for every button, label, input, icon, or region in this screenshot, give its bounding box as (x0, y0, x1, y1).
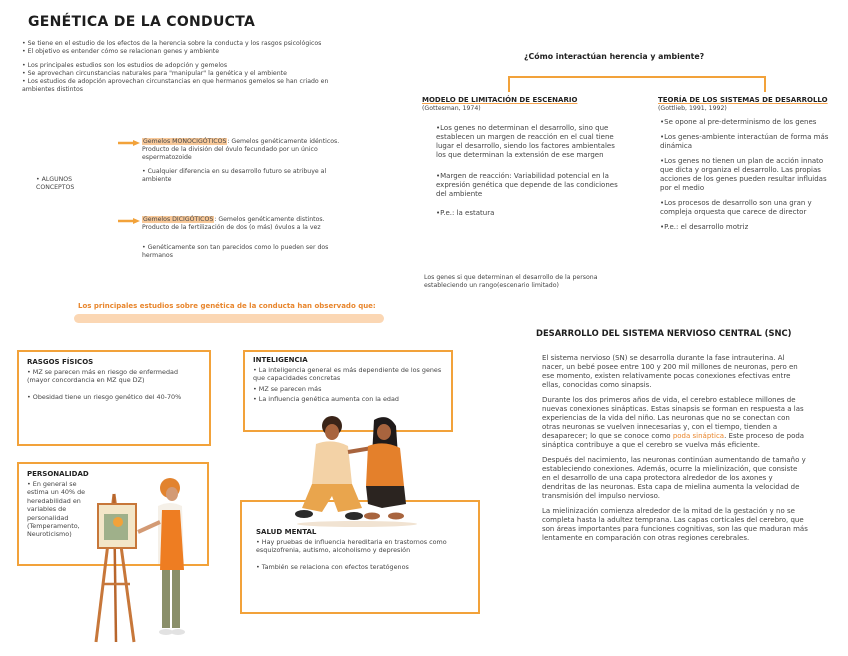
model-left-point: •P.e.: la estatura (436, 209, 495, 217)
di-desc: : Gemelos genéticamente distintos. Producto de la fertilización de dos (o más) óvulos a la vez (142, 216, 325, 231)
concepts-label: • ALGUNOS CONCEPTOS (36, 176, 75, 191)
mono-term: Gemelos MONOCIGÓTICOS (143, 138, 227, 145)
snc-highlight: poda sináptica (672, 432, 725, 440)
snc-paragraph: Después del nacimiento, las neuronas continúan aumentando de tamaño y estableciendo conexiones. Además, ocurre la mielinización, que consiste en el desarrollo de una capa protectora alrededor de los axones y dendritas de las neuronas. Esta capa de mielina aumenta la velocidad de transmisión del impulso nervioso. (542, 456, 806, 500)
model-right-title: TEORÍA DE LOS SISTEMAS DE DESARROLLO (658, 96, 828, 104)
intro-line: • Los estudios de adopción aprovechan circunstancias en que hermanos gemelos se han criado en ambientes distintos (22, 78, 329, 93)
box-bullet: • MZ se parecen más en riesgo de enfermedad (mayor concordancia en MZ que DZ) (27, 368, 178, 385)
model-left-point: •Los genes no determinan el desarrollo, sino que establecen un margen de reacción en el cual tiene lugar el desarrollo, siendo los factores ambientales los que determinan la extensión de ese margen (436, 124, 615, 159)
model-left-title: MODELO DE LIMITACIÓN DE ESCENARIO (422, 96, 578, 104)
box-rasgos (17, 350, 211, 446)
model-right-point: •Los genes-ambiente interactúan de forma más dinámica (660, 133, 829, 150)
di-block (142, 216, 342, 260)
model-right-point: •Los genes no tienen un plan de acción innato que dicta y organiza el desarrollo. Las propias acciones de los genes pueden resultar influidas por el medio (660, 157, 827, 192)
model-right-cite: (Gottlieb, 1991, 1992) (658, 105, 727, 112)
snc-text: . Este proceso de poda sináptica contribuye a que el cerebro se vuelva más eficiente. (542, 432, 805, 449)
model-right-body (660, 118, 836, 238)
findings-bar (74, 314, 384, 323)
box-title: INTELIGENCIA (253, 356, 308, 364)
snc-paragraph: La mielinización comienza alrededor de la mitad de la gestación y no se completa hasta la adultez temprana. Las capas corticales del cerebro, que son áreas importantes para funciones cognitivas, son las que maduran más lentamente en comparación con otras regiones cerebrales. (542, 507, 808, 542)
intro-line: • Los principales estudios son los estudios de adopción y gemelos (22, 62, 228, 69)
intro-line: • El objetivo es entender cómo se relacionan genes y ambiente (22, 48, 220, 55)
di-note: • Genéticamente son tan parecidos como lo pueden ser dos hermanos (142, 244, 329, 259)
model-right (658, 96, 844, 113)
interaction-bracket (508, 76, 766, 92)
model-right-point: •P.e.: el desarrollo motriz (660, 223, 749, 231)
arrow-right-icon (118, 218, 140, 224)
page-title: GENÉTICA DE LA CONDUCTA (28, 14, 256, 30)
box-title: RASGOS FÍSICOS (27, 358, 94, 366)
snc-text: Durante los dos primeros años de vida, el cerebro establece millones de nuevas conexiones sinápticas. Estas sinapsis se forman en respuesta a las experiencias de la vida del niño. Las neuronas que no se conectan con otras neuronas se vuelven innecesarias y, con el tiempo, tienden a desaparecer; lo que se conoce como (542, 396, 804, 440)
box-bullet: • Hay pruebas de influencia hereditaria en trastornos como esquizofrenia, autismo, alcoholismo y depresión (256, 538, 447, 555)
box-bullet: • En general se estima un 40% de heredabilidad en variables de personalidad (Temperamento, Neuroticismo) (27, 480, 86, 539)
intro-block (22, 40, 342, 94)
box-bullet: • MZ se parecen más (253, 384, 322, 393)
snc-paragraph (542, 396, 808, 450)
model-right-point: •Se opone al pre-determinismo de los genes (660, 118, 817, 126)
snc-paragraph: El sistema nervioso (SN) se desarrolla durante la fase intrauterina. Al nacer, un bebé posee entre 100 y 200 mil millones de neuronas, pero en ese momento, existen relativamente pocas conexiones efectivas entre ellas, conocidas como sinapsis. (542, 354, 798, 389)
arrow-right-icon (118, 140, 140, 146)
mono-note: • Cualquier diferencia en su desarrollo futuro se atribuye al ambiente (142, 168, 327, 183)
di-term: Gemelos DICIGÓTICOS (143, 216, 214, 223)
box-bullet: • La inteligencia general es más dependiente de los genes que capacidades concretas (253, 366, 442, 383)
model-left-body (436, 124, 622, 224)
model-left-point: •Margen de reacción: Variabilidad potencial en la expresión genética que depende de las condiciones del ambiente (436, 172, 618, 198)
model-left (422, 96, 622, 113)
box-bullet: • También se relaciona con efectos teratógenos (256, 562, 409, 571)
intro-line: • Se aprovechan circunstancias naturales para "manipular" la genética y el ambiente (22, 70, 287, 77)
painter-illustration (88, 474, 200, 644)
model-right-point: •Los procesos de desarrollo son una gran y compleja orquesta que carece de director (660, 199, 812, 216)
box-title: SALUD MENTAL (256, 528, 317, 536)
intro-line: • Se tiene en el estudio de los efectos de la herencia sobre la conducta y los rasgos psicológicos (22, 40, 322, 47)
interaction-question: ¿Cómo interactúan herencia y ambiente? (524, 52, 705, 61)
box-bullet: • La influencia genética aumenta con la edad (253, 395, 399, 404)
findings-header: Los principales estudios sobre genética de la conducta han observado que: (78, 302, 376, 310)
box-bullet: • Obesidad tiene un riesgo genético del 40-70% (27, 392, 182, 401)
mono-desc: : Gemelos genéticamente idénticos. Producto de la división del óvulo fecundado por un único espermatozoide (142, 138, 340, 161)
box-title: PERSONALIDAD (27, 470, 89, 478)
model-left-note: Los genes si que determinan el desarrollo de la persona estableciendo un rango(escenario limitado) (424, 274, 598, 289)
snc-title: DESARROLLO DEL SISTEMA NERVIOSO CENTRAL (SNC) (536, 328, 792, 338)
model-left-cite: (Gottesman, 1974) (422, 105, 481, 112)
friends-illustration (292, 412, 422, 530)
mono-block (142, 138, 342, 184)
snc-body (542, 354, 808, 549)
